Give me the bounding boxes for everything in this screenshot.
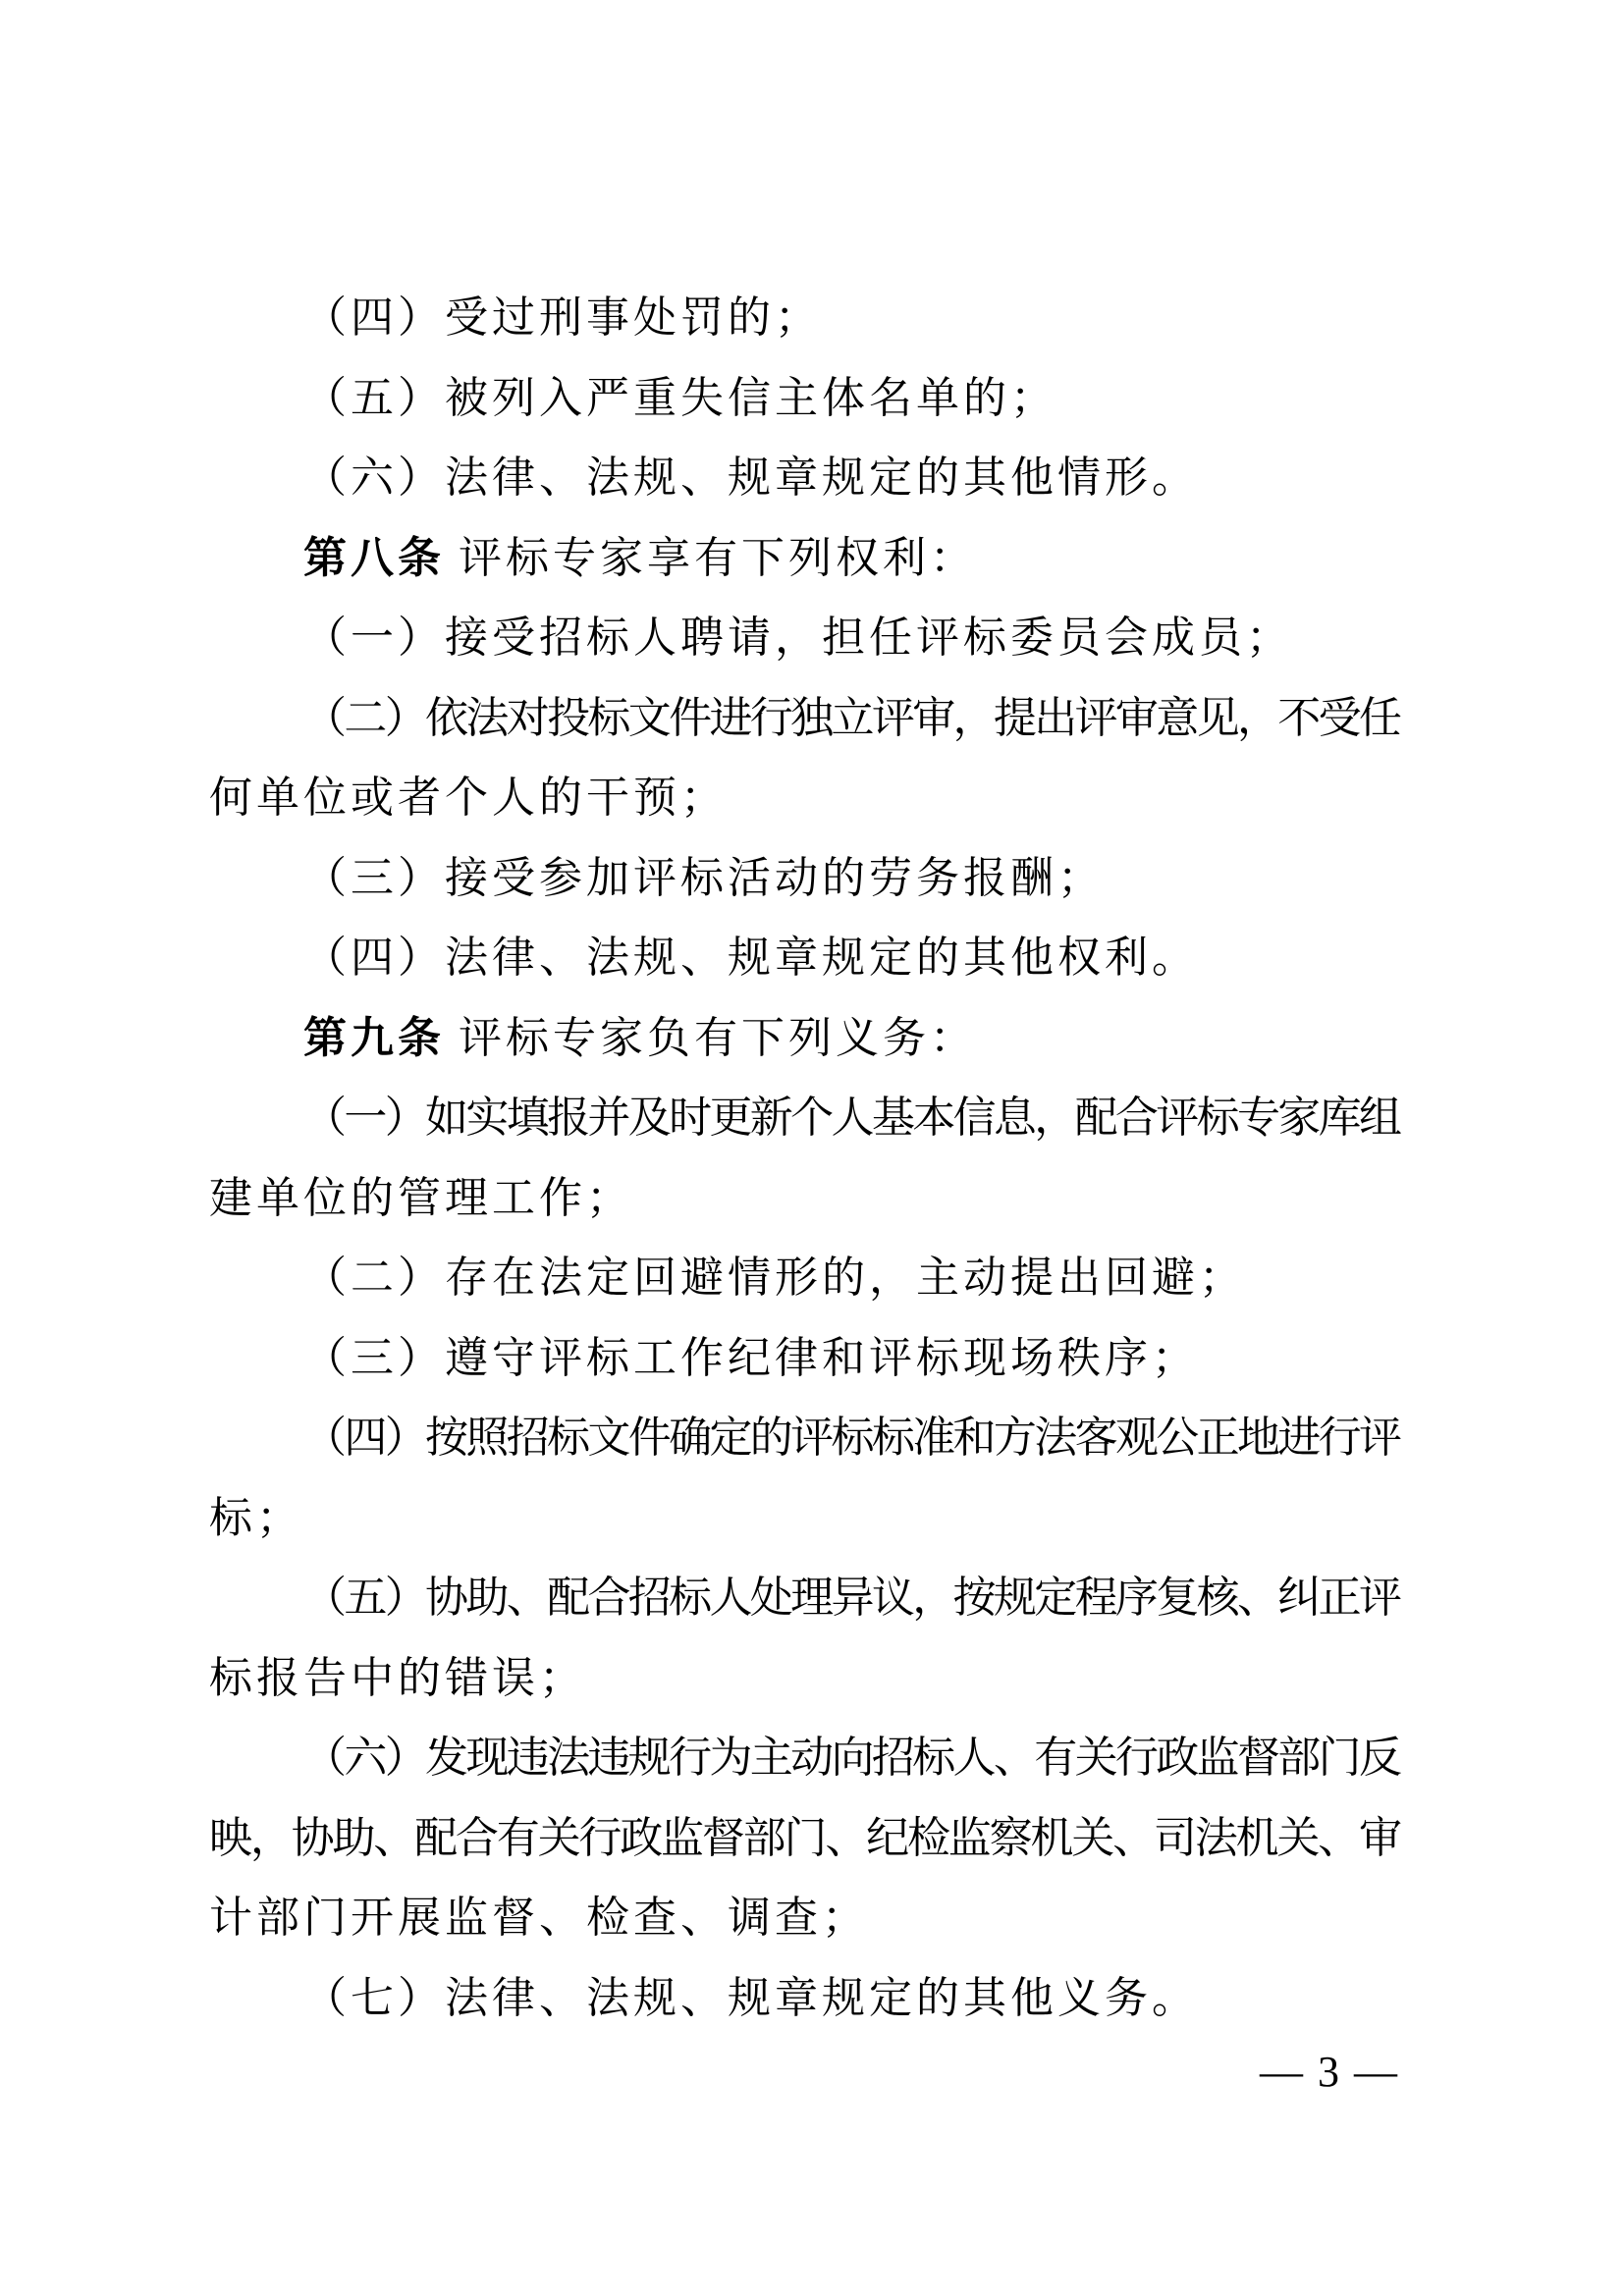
list-item-line	[209, 1398, 1399, 1478]
continuation-line	[209, 1878, 1399, 1958]
line-text: （六）法律、法规、规章规定的其他情形。	[303, 454, 1199, 502]
line-text: 评标专家负有下列义务：	[459, 1013, 977, 1062]
line-text: 映，协助、配合有关行政监督部门、纪检监察机关、司法机关、审	[209, 1813, 1399, 1862]
article-heading	[209, 518, 1399, 599]
line-text: （一）如实填报并及时更新个人基本信息，配合评标专家库组	[303, 1094, 1399, 1142]
list-item-line	[209, 1078, 1399, 1158]
line-text: 计部门开展监督、检查、调查；	[209, 1894, 869, 1942]
line-text: 标；	[209, 1493, 303, 1542]
list-item-line	[209, 598, 1399, 678]
list-item-line	[209, 1558, 1399, 1638]
list-item-line	[209, 1318, 1399, 1399]
line-text: （三）遵守评标工作纪律和评标现场秩序；	[303, 1333, 1199, 1382]
list-item-line	[209, 918, 1399, 998]
line-text: （四）受过刑事处罚的；	[303, 294, 822, 342]
line-text: （二）依法对投标文件进行独立评审，提出评审意见，不受任	[303, 693, 1399, 742]
line-text: （五）协助、配合招标人处理异议，按规定程序复核、纠正评	[303, 1574, 1399, 1622]
continuation-line	[209, 1158, 1399, 1239]
list-item-line	[209, 1238, 1399, 1318]
line-text: （四）按照招标文件确定的评标标准和方法客观公正地进行评	[303, 1414, 1399, 1462]
list-item-line	[209, 678, 1399, 759]
line-text: （七）法律、法规、规章规定的其他义务。	[303, 1973, 1199, 2022]
line-text: 建单位的管理工作；	[209, 1173, 633, 1222]
line-text: （四）法律、法规、规章规定的其他权利。	[303, 934, 1199, 982]
article-heading	[209, 998, 1399, 1079]
line-text: 标报告中的错误；	[209, 1653, 586, 1702]
article-number: 第九条	[303, 1012, 445, 1063]
line-text: （五）被列入严重失信主体名单的；	[303, 373, 1057, 422]
list-item-line	[209, 358, 1399, 439]
continuation-line	[209, 758, 1399, 838]
list-item-line	[209, 838, 1399, 919]
page-number: — 3 —	[1260, 2048, 1399, 2096]
continuation-line	[209, 1638, 1399, 1719]
list-item-line	[209, 438, 1399, 518]
line-text: 评标专家享有下列权利：	[459, 533, 977, 582]
list-item-line	[209, 1958, 1399, 2039]
continuation-line	[209, 1798, 1399, 1879]
line-text: （二）存在法定回避情形的，主动提出回避；	[303, 1254, 1246, 1302]
document-body	[209, 278, 1399, 2038]
list-item-line	[209, 1718, 1399, 1798]
line-text: （六）发现违法违规行为主动向招标人、有关行政监督部门反	[303, 1734, 1399, 1782]
continuation-line	[209, 1478, 1399, 1559]
line-text: 何单位或者个人的干预；	[209, 774, 728, 822]
article-number: 第八条	[303, 532, 445, 583]
list-item-line	[209, 278, 1399, 358]
line-text: （三）接受参加评标活动的劳务报酬；	[303, 853, 1105, 902]
line-text: （一）接受招标人聘请，担任评标委员会成员；	[303, 614, 1293, 662]
